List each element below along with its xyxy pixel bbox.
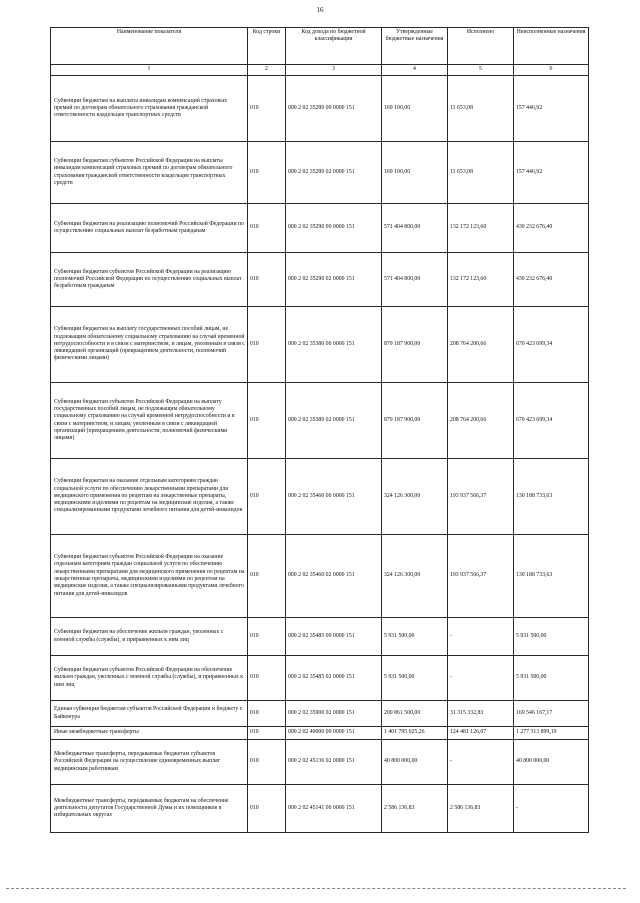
table-row [51, 656, 589, 701]
header-executed: Исполнено [448, 28, 514, 65]
line-code: 010 [248, 307, 286, 383]
line-code: 010 [248, 656, 286, 701]
approved-amount: 200 861 500,00 [382, 701, 448, 727]
table-row [51, 740, 589, 785]
executed-amount: 124 481 126,07 [448, 727, 514, 740]
column-number: 2 [248, 65, 286, 76]
income-code: 000 2 02 35460 00 0000 151 [286, 459, 382, 535]
remaining-amount: 130 188 733,63 [514, 459, 589, 535]
approved-amount: 571 404 800,00 [382, 204, 448, 253]
remaining-amount: 130 188 733,63 [514, 535, 589, 618]
header-remaining: Неисполненные назначения [514, 28, 589, 65]
table-row [51, 76, 589, 142]
executed-amount: 208 764 200,66 [448, 307, 514, 383]
approved-amount: 40 800 000,00 [382, 740, 448, 785]
indicator-name: Субвенции бюджетам субъектов Российской Федерации на обеспечение жильем граждан, уволенных с военной службы (службы), и приравненных к ним лиц [51, 656, 248, 701]
income-code: 000 2 02 35460 02 0000 151 [286, 535, 382, 618]
header-income-code: Код дохода по бюджетной классификации [286, 28, 382, 65]
approved-amount: 324 126 300,00 [382, 459, 448, 535]
approved-amount: 324 126 300,00 [382, 535, 448, 618]
remaining-amount: 439 232 676,40 [514, 204, 589, 253]
remaining-amount: 157 446,92 [514, 76, 589, 142]
income-code: 000 2 02 45141 00 0000 151 [286, 785, 382, 833]
income-code: 000 2 02 45136 02 0000 151 [286, 740, 382, 785]
indicator-name: Субвенции бюджетам на выплату государственных пособий лицам, не подлежащим обязательному социальному страхованию на случай временной нетрудоспособности и в связи с материнством, и лицам, уволенным в связи с ликвидацией организаций (прекращением деятельности, полномочий физическими лицами) [51, 307, 248, 383]
executed-amount: 208 764 200,66 [448, 383, 514, 459]
budget-execution-table [50, 27, 589, 833]
column-number: 3 [286, 65, 382, 76]
approved-amount: 169 100,00 [382, 76, 448, 142]
remaining-amount: 439 232 676,40 [514, 253, 589, 307]
executed-amount: 2 586 136,83 [448, 785, 514, 833]
table-row [51, 785, 589, 833]
indicator-name: Субвенции бюджетам субъектов Российской Федерации на выплаты инвалидам компенсаций страховых премий по договорам обязательного страхования гражданской ответственности владельцев транспортных средств [51, 142, 248, 204]
indicator-name: Иные межбюджетные трансферты [51, 727, 248, 740]
indicator-name: Субвенции бюджетам субъектов Российской Федерации на оказание отдельным категориям граждан социальной услуги по обеспечению лекарственными препаратами для медицинского применения по рецептам на лекарственные препараты, медицинскими изделиями по рецептам на медицинские изделия, а также специализированными продуктами лечебного питания для детей-инвалидов [51, 535, 248, 618]
income-code: 000 2 02 35280 02 0000 151 [286, 142, 382, 204]
indicator-name: Субвенции бюджетам на оказание отдельным категориям граждан социальной услуги по обеспечению лекарственными препаратами для медицинского применения по рецептам на лекарственные препараты, медицинскими изделиями по рецептам на медицинские изделия, а также специализированными продуктами лечебного питания для детей-инвалидов [51, 459, 248, 535]
executed-amount: 193 937 566,37 [448, 459, 514, 535]
executed-amount: - [448, 656, 514, 701]
line-code: 010 [248, 785, 286, 833]
indicator-name: Межбюджетные трансферты, передаваемые бюджетам на обеспечение деятельности депутатов Государственной Думы и их помощников в избирательных округах [51, 785, 248, 833]
remaining-amount: 5 931 500,00 [514, 618, 589, 656]
header-indicator-name: Наименование показателя [51, 28, 248, 65]
executed-amount: 11 653,08 [448, 76, 514, 142]
page-bottom-edge [6, 888, 626, 889]
table-row [51, 727, 589, 740]
line-code: 010 [248, 740, 286, 785]
line-code: 010 [248, 204, 286, 253]
table-row [51, 142, 589, 204]
approved-amount: 169 100,00 [382, 142, 448, 204]
table-row [51, 459, 589, 535]
approved-amount: 2 586 136,83 [382, 785, 448, 833]
table-header-row [51, 28, 589, 65]
income-code: 000 2 02 35290 02 0000 151 [286, 253, 382, 307]
line-code: 010 [248, 142, 286, 204]
approved-amount: 571 404 800,00 [382, 253, 448, 307]
remaining-amount: 5 931 500,00 [514, 656, 589, 701]
table-row [51, 307, 589, 383]
approved-amount: 879 187 900,00 [382, 307, 448, 383]
income-code: 000 2 02 40000 00 0000 151 [286, 727, 382, 740]
header-line-code: Код строки [248, 28, 286, 65]
line-code: 010 [248, 618, 286, 656]
remaining-amount: 1 277 313 899,19 [514, 727, 589, 740]
indicator-name: Межбюджетные трансферты, передаваемые бюджетам субъектов Российской Федерации на осуществление единовременных выплат медицинским работникам [51, 740, 248, 785]
executed-amount: 31 315 332,83 [448, 701, 514, 727]
executed-amount: - [448, 740, 514, 785]
table-row [51, 253, 589, 307]
income-code: 000 2 02 35900 02 0000 151 [286, 701, 382, 727]
table-row [51, 701, 589, 727]
executed-amount: 11 653,08 [448, 142, 514, 204]
column-number: 5 [448, 65, 514, 76]
approved-amount: 1 401 795 025,26 [382, 727, 448, 740]
indicator-name: Субвенции бюджетам на реализацию полномочий Российской Федерации по осуществлению социальных выплат безработным гражданам [51, 204, 248, 253]
column-number: 1 [51, 65, 248, 76]
table-row [51, 535, 589, 618]
approved-amount: 5 931 500,00 [382, 656, 448, 701]
income-code: 000 2 02 35485 02 0000 151 [286, 656, 382, 701]
remaining-amount: - [514, 785, 589, 833]
approved-amount: 5 931 500,00 [382, 618, 448, 656]
income-code: 000 2 02 35485 00 0000 151 [286, 618, 382, 656]
line-code: 010 [248, 253, 286, 307]
line-code: 010 [248, 383, 286, 459]
executed-amount: 132 172 123,60 [448, 204, 514, 253]
line-code: 010 [248, 76, 286, 142]
indicator-name: Субвенции бюджетам субъектов Российской Федерации на выплату государственных пособий лицам, не подлежащим обязательному социальному страхованию на случай временной нетрудоспособности и в связи с материнством, и лицам, уволенным в связи с ликвидацией организаций (прекращением деятельности, полномочий физическими лицами) [51, 383, 248, 459]
table-row [51, 383, 589, 459]
remaining-amount: 670 423 699,34 [514, 383, 589, 459]
income-code: 000 2 02 35380 00 0000 151 [286, 307, 382, 383]
line-code: 010 [248, 727, 286, 740]
income-code: 000 2 02 35380 02 0000 151 [286, 383, 382, 459]
line-code: 010 [248, 535, 286, 618]
executed-amount: - [448, 618, 514, 656]
column-number: 6 [514, 65, 589, 76]
indicator-name: Субвенции бюджетам субъектов Российской Федерации на реализацию полномочий Российской Федерации по осуществлению социальных выплат безработным гражданам [51, 253, 248, 307]
approved-amount: 879 187 900,00 [382, 383, 448, 459]
indicator-name: Субвенции бюджетам на обеспечение жильем граждан, уволенных с военной службы (службы), и приравненных к ним лиц [51, 618, 248, 656]
line-code: 010 [248, 459, 286, 535]
page-number: 16 [316, 6, 324, 14]
remaining-amount: 157 446,92 [514, 142, 589, 204]
remaining-amount: 169 546 167,17 [514, 701, 589, 727]
remaining-amount: 670 423 699,34 [514, 307, 589, 383]
income-code: 000 2 02 35290 00 0000 151 [286, 204, 382, 253]
column-number-row [51, 65, 589, 76]
executed-amount: 193 937 566,37 [448, 535, 514, 618]
indicator-name: Субвенции бюджетам на выплаты инвалидам компенсаций страховых премий по договорам обязательного страхования гражданской ответственности владельцев транспортных средств [51, 76, 248, 142]
table-row [51, 204, 589, 253]
column-number: 4 [382, 65, 448, 76]
header-approved: Утвержденные бюджетные назначения [382, 28, 448, 65]
remaining-amount: 40 800 000,00 [514, 740, 589, 785]
income-code: 000 2 02 35280 00 0000 151 [286, 76, 382, 142]
executed-amount: 132 172 123,60 [448, 253, 514, 307]
table-row [51, 618, 589, 656]
indicator-name: Единая субвенция бюджетам субъектов Российской Федерации и бюджету г. Байконура [51, 701, 248, 727]
line-code: 010 [248, 701, 286, 727]
